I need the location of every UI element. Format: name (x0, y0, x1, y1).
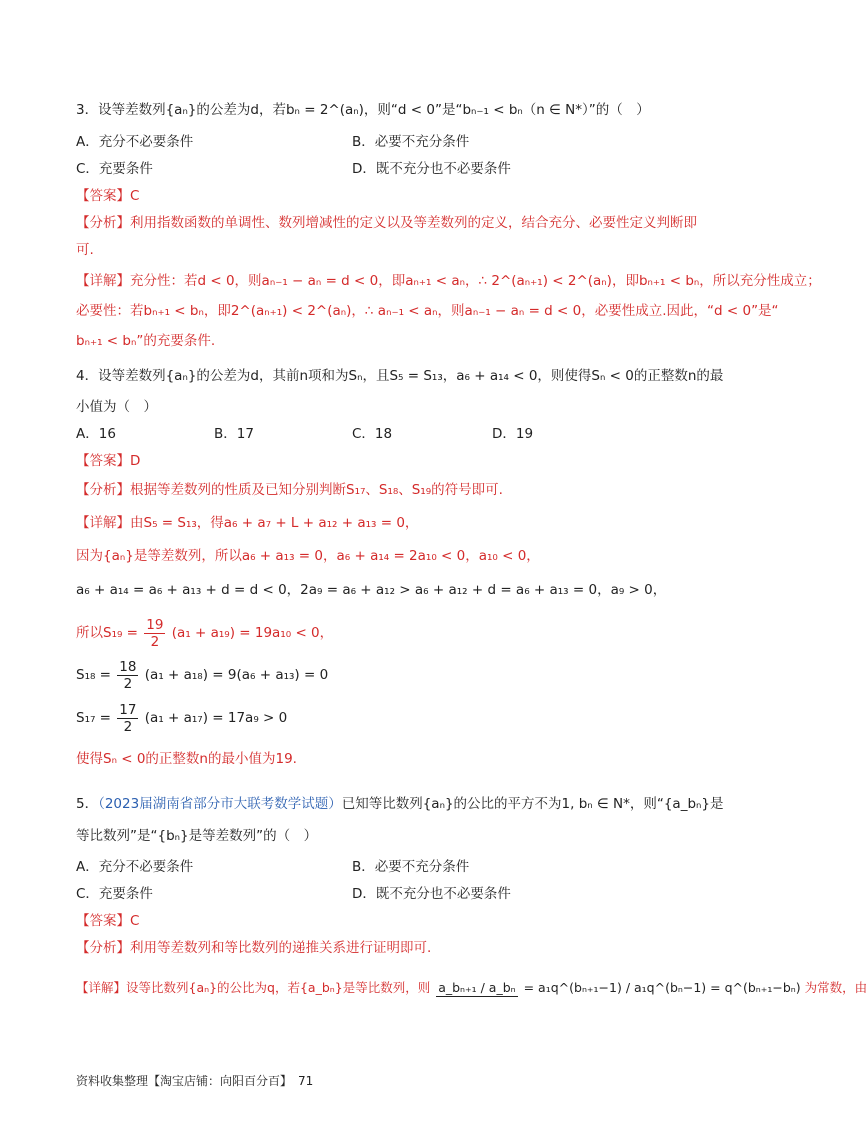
q5-number: 5． (76, 796, 99, 812)
q5-stem-line1 (76, 794, 730, 814)
q3-detail-line2: 必要性：若bₙ₊₁ < bₙ，即2^(aₙ₊₁) < 2^(aₙ)，∴ aₙ₋₁ < aₙ，则aₙ₋₁ − aₙ = d < 0，必要性成立.因此，“d < 0”是“ (76, 303, 779, 319)
q5-stem-text: 已知等比数列{aₙ}的公比的平方不为1, bₙ ∈ N*，则“{a_bₙ}是 (341, 796, 724, 812)
q4-s18-fraction (117, 659, 138, 692)
q5-detail-tail: 为常数，由 (804, 980, 867, 995)
q4-option-a: A．16 (76, 426, 116, 442)
q5-stem-line2: 等比数列”是“{bₙ}是等差数列”的（ ） (76, 828, 318, 844)
q4-detail-line1: 【详解】由S₅ = S₁₃，得a₆ + a₇ + L + a₁₂ + a₁₃ = 0， (76, 515, 419, 531)
q5-detail-lead: 【详解】设等比数列{aₙ}的公比为q，若{a_bₙ}是等比数列，则 (76, 980, 431, 995)
q5-detail (76, 970, 867, 1006)
q4-s18-rhs: (a₁ + a₁₈) = 9(a₆ + a₁₃) = 0 (144, 667, 329, 683)
q3-detail-line3: bₙ₊₁ < bₙ”的充要条件. (76, 333, 216, 349)
q5-option-d: D．既不充分也不必要条件 (352, 886, 511, 902)
q3-option-a: A．充分不必要条件 (76, 134, 194, 150)
q4-s19-fraction (144, 617, 165, 650)
q4-s19-denominator: 2 (150, 633, 160, 650)
q5-option-a: A．充分不必要条件 (76, 859, 194, 875)
q4-conclusion: 使得Sₙ < 0的正整数n的最小值为19. (76, 751, 297, 767)
q4-s17-rhs: (a₁ + a₁₇) = 17a₉ > 0 (144, 710, 288, 726)
q4-s19-rhs: (a₁ + a₁₉) = 19a₁₀ < 0， (171, 625, 334, 641)
q4-option-c: C．18 (352, 426, 393, 442)
q4-s19-numerator: 19 (146, 616, 164, 633)
page-footer: 资料收集整理【淘宝店铺：向阳百分百】 71 (76, 1074, 314, 1088)
q4-option-d: D．19 (492, 426, 534, 442)
q4-s18-denominator: 2 (123, 675, 133, 692)
q3-answer: 【答案】C (76, 188, 140, 204)
q3-option-c: C．充要条件 (76, 161, 153, 177)
q3-analysis-line1: 【分析】利用指数函数的单调性、数列增减性的定义以及等差数列的定义，结合充分、必要性定义判断即 (76, 215, 697, 231)
q4-answer: 【答案】D (76, 453, 141, 469)
q5-detail-fraction (436, 980, 517, 997)
q5-answer: 【答案】C (76, 913, 140, 929)
q5-source: （2023届湖南省部分市大联考数学试题） (98, 796, 342, 812)
q4-s18-numerator: 18 (119, 658, 137, 675)
q4-stem-line1: 4．设等差数列{aₙ}的公差为d，其前n项和为Sₙ，且S₅ = S₁₃，a₆ + a₁₄ < 0，则使得Sₙ < 0的正整数n的最 (76, 368, 724, 384)
q5-detail-ratio: a_bₙ₊₁ / a_bₙ (438, 980, 516, 995)
q4-s19-formula (76, 615, 730, 651)
q4-option-b: B．17 (214, 426, 254, 442)
q4-analysis: 【分析】根据等差数列的性质及已知分别判断S₁₇、S₁₈、S₁₉的符号即可. (76, 482, 503, 498)
q4-s17-fraction (117, 702, 138, 735)
q4-detail-line2: 因为{aₙ}是等差数列，所以a₆ + a₁₃ = 0，a₆ + a₁₄ = 2a₁₀ < 0，a₁₀ < 0， (76, 548, 540, 564)
q4-s18-lhs: S₁₈ = (76, 667, 111, 683)
q3-detail-line1: 【详解】充分性：若d < 0，则aₙ₋₁ − aₙ = d < 0，即aₙ₊₁ < aₙ，∴ 2^(aₙ₊₁) < 2^(aₙ)，即bₙ₊₁ < bₙ，所以充分性成立； (76, 273, 821, 289)
q3-stem: 3．设等差数列{aₙ}的公差为d，若bₙ = 2^(aₙ)，则“d < 0”是“bₙ₋₁ < bₙ（n ∈ N*）”的（ ） (76, 102, 650, 118)
q4-s19-lhs: 所以S₁₉ = (76, 625, 138, 641)
q4-s17-lhs: S₁₇ = (76, 710, 111, 726)
q5-option-b: B．必要不充分条件 (352, 859, 470, 875)
q3-option-d: D．既不充分也不必要条件 (352, 161, 511, 177)
q4-s18-formula (76, 657, 730, 693)
q4-detail-line3: a₆ + a₁₄ = a₆ + a₁₃ + d = d < 0，2a₉ = a₆ + a₁₂ > a₆ + a₁₂ + d = a₆ + a₁₃ = 0，a₉ > 0， (76, 582, 667, 598)
q5-analysis: 【分析】利用等差数列和等比数列的递推关系进行证明即可. (76, 940, 432, 956)
q4-s17-formula (76, 700, 730, 736)
q5-detail-equation: = a₁q^(bₙ₊₁−1) / a₁q^(bₙ−1) = q^(bₙ₊₁−bₙ) (523, 980, 801, 995)
q5-option-c: C．充要条件 (76, 886, 153, 902)
q3-analysis-line2: 可. (76, 242, 94, 258)
q4-stem-line2: 小值为（ ） (76, 399, 157, 415)
q4-s17-numerator: 17 (119, 701, 137, 718)
q3-option-b: B．必要不充分条件 (352, 134, 470, 150)
q4-s17-denominator: 2 (123, 718, 133, 735)
